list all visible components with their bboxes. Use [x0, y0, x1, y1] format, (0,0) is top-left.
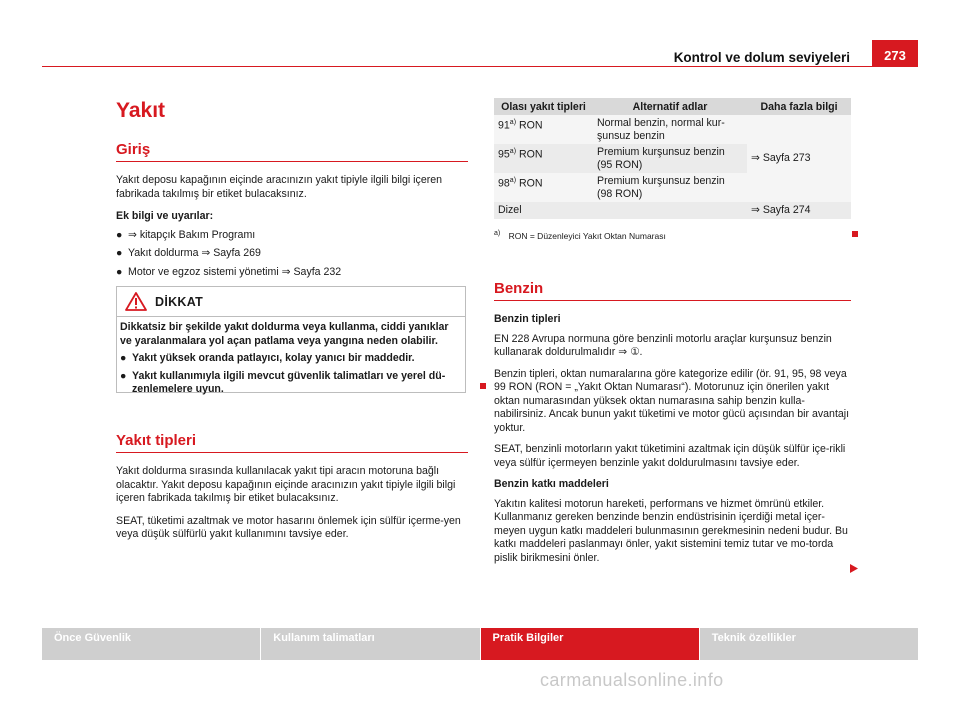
- petrol-heading: Benzin: [494, 280, 544, 297]
- footer-nav: [42, 628, 918, 660]
- footnote-ref: a): [509, 119, 517, 126]
- more-info-cell[interactable]: ⇒ Sayfa 273: [747, 115, 851, 202]
- fuel-octane: 98: [498, 177, 510, 190]
- fuel-types-table: [494, 98, 851, 219]
- list-item[interactable]: [116, 266, 468, 280]
- table-header-cell: Daha fazla bilgi: [747, 98, 851, 115]
- intro-heading: Giriş: [116, 141, 151, 158]
- fuel-type-cell: Dizel: [494, 202, 593, 219]
- bullet-text: Yakıt doldurma ⇒ Sayfa 269: [128, 247, 261, 259]
- warning-body: [117, 317, 465, 397]
- fuel-unit: RON: [516, 119, 543, 132]
- fuel-type-cell: [494, 173, 593, 202]
- warning-title: DİKKAT: [155, 294, 204, 309]
- bullet-text: Motor ve egzoz sistemi yönetimi ⇒ Sayfa 232: [128, 265, 342, 278]
- table-header-cell: Alternatif adlar: [593, 98, 747, 115]
- alt-name-cell: [593, 202, 747, 219]
- intro-section: [116, 141, 468, 279]
- intro-text: Yakıt deposu kapağının eiçinde aracınızın yakıt tipiyle ilgili bilgi içeren fabrikada takılmış bir etiket bulacaksınız.: [116, 174, 443, 200]
- bullet-text: Yakıt kullanımıyla ilgili mevcut güvenlik talimatları ve yerel dü-zenlemelere uyun.: [132, 369, 446, 395]
- fuel-types-para2: SEAT, tüketimi azaltmak ve motor hasarını önlemek için sülfür içerme-yen veya düşük sülfürlü yakıt kullanımını tavsiye eder.: [116, 514, 461, 540]
- tab-safety[interactable]: Önce Güvenlik: [42, 628, 260, 660]
- tab-practical-info[interactable]: Pratik Bilgiler: [481, 628, 699, 660]
- alt-name-cell: Premium kurşunsuz benzin (95 RON): [593, 144, 747, 173]
- table-row: [494, 202, 851, 219]
- table-header-cell: Olası yakıt tipleri: [494, 98, 593, 115]
- list-item[interactable]: [116, 247, 468, 261]
- list-item[interactable]: [116, 229, 468, 243]
- fuel-unit: RON: [516, 177, 543, 190]
- petrol-heading-rule: [494, 300, 851, 301]
- main-title: Yakıt: [116, 99, 166, 122]
- bullet-text: Yakıt yüksek oranda patlayıcı, kolay yanıcı bir maddedir.: [132, 352, 415, 364]
- petrol-para3: SEAT, benzinli motorların yakıt tüketimini azaltmak için düşük sülfür içe-rikli veya sülfür içermeyen benzinle yakıt doldurulmasını tavsiye eder.: [494, 443, 846, 469]
- watermark: carmanualsonline.info: [540, 670, 724, 690]
- warning-text: Dikkatsiz bir şekilde yakıt doldurma veya kullanma, ciddi yanıklar ve yaralanmalara yol açan patlama veya yangına neden olabilir.: [120, 321, 449, 347]
- footnote-ref: a): [509, 148, 517, 155]
- fuel-type-cell: [494, 144, 593, 173]
- bullet-dot: ●: [120, 369, 127, 382]
- tab-technical-specs[interactable]: Teknik özellikler: [700, 628, 918, 660]
- additives-subheading: Benzin katkı maddeleri: [494, 478, 609, 490]
- petrol-para4: Yakıtın kalitesi motorun hareketi, performans ve hizmet ömrünü etkiler. Kullanmanız gereken benzinde benzin endüstrisinin içerdiği metal içer-meyen uygun katkı maddeleri bulunmasının gerekmesinin nedeni budur. Bu katkı maddeleri paslanmayı önler, yakıt sistemini temiz tutar ve mo-torda pislik birikmesini önler.: [494, 497, 848, 564]
- footnote-ref: a): [509, 177, 517, 184]
- intro-bullet-list: [116, 229, 468, 280]
- petrol-section: [494, 280, 851, 565]
- warning-box: [116, 286, 466, 393]
- warning-header: [117, 287, 465, 317]
- fuel-types-heading: Yakıt tipleri: [116, 432, 197, 449]
- alt-name-cell: Normal benzin, normal kur-şunsuz benzin: [593, 115, 747, 144]
- bullet-dot: ●: [116, 265, 123, 278]
- section-end-marker: [852, 231, 858, 237]
- fuel-octane: 91: [498, 119, 510, 132]
- fuel-type-cell: [494, 115, 593, 144]
- more-info-cell[interactable]: ⇒ Sayfa 274: [747, 202, 851, 219]
- fuel-octane: 95: [498, 148, 510, 161]
- header-divider: [42, 66, 918, 67]
- tab-operating-instructions[interactable]: Kullanım talimatları: [261, 628, 479, 660]
- list-item: [120, 352, 462, 366]
- bullet-text: ⇒ kitapçık Bakım Programı: [128, 228, 256, 241]
- more-info-label: Ek bilgi ve uyarılar:: [116, 210, 214, 222]
- bullet-dot: ●: [120, 352, 127, 364]
- warning-triangle-icon: [125, 292, 147, 311]
- table-row: [494, 115, 851, 144]
- continue-arrow-icon[interactable]: [850, 564, 858, 573]
- petrol-types-subheading: Benzin tipleri: [494, 313, 561, 325]
- fuel-types-para1: Yakıt doldurma sırasında kullanılacak yakıt tipi aracın motoruna bağlı olacaktır. Yakıt deposu kapağının eiçinde aracınızın yakıt tipiyle ilgili bilgi içeren fabrikada takılmış bir etiket bulacaksınız.: [116, 465, 456, 504]
- petrol-para1: EN 228 Avrupa normuna göre benzinli motorlu araçlar kurşunsuz benzin kullanarak doldurulmalıdır ⇒ ①.: [494, 332, 832, 358]
- bullet-dot: ●: [116, 228, 123, 241]
- fuel-unit: RON: [516, 148, 543, 161]
- table-footnote: [494, 230, 666, 241]
- table-header-row: [494, 98, 851, 115]
- alt-name-cell: Premium kurşunsuz benzin (98 RON): [593, 173, 747, 202]
- section-end-marker: [480, 383, 486, 389]
- list-item: [120, 370, 462, 397]
- intro-heading-rule: [116, 161, 468, 162]
- footnote-mark: a): [494, 230, 501, 237]
- fuel-types-section: [116, 432, 468, 542]
- page-header-title: Kontrol ve dolum seviyeleri: [673, 50, 850, 65]
- footnote-text: RON = Düzenleyici Yakıt Oktan Numarası: [508, 230, 666, 241]
- fuel-types-heading-rule: [116, 452, 468, 453]
- bullet-dot: ●: [116, 247, 123, 259]
- petrol-para2: Benzin tipleri, oktan numaralarına göre kategorize edilir (ör. 91, 95, 98 veya 99 RON (RON = „Yakıt Oktan Numarası“). Motorunuz için önerilen yakıt oktan numarasından yüksek oktan numarasına sahip benzin kulla-nabilirsiniz. Ancak bunun yakıt tüketimi ve motor gücü açısından bir avantajı yoktur.: [494, 367, 850, 434]
- page-number-badge: 273: [872, 40, 918, 67]
